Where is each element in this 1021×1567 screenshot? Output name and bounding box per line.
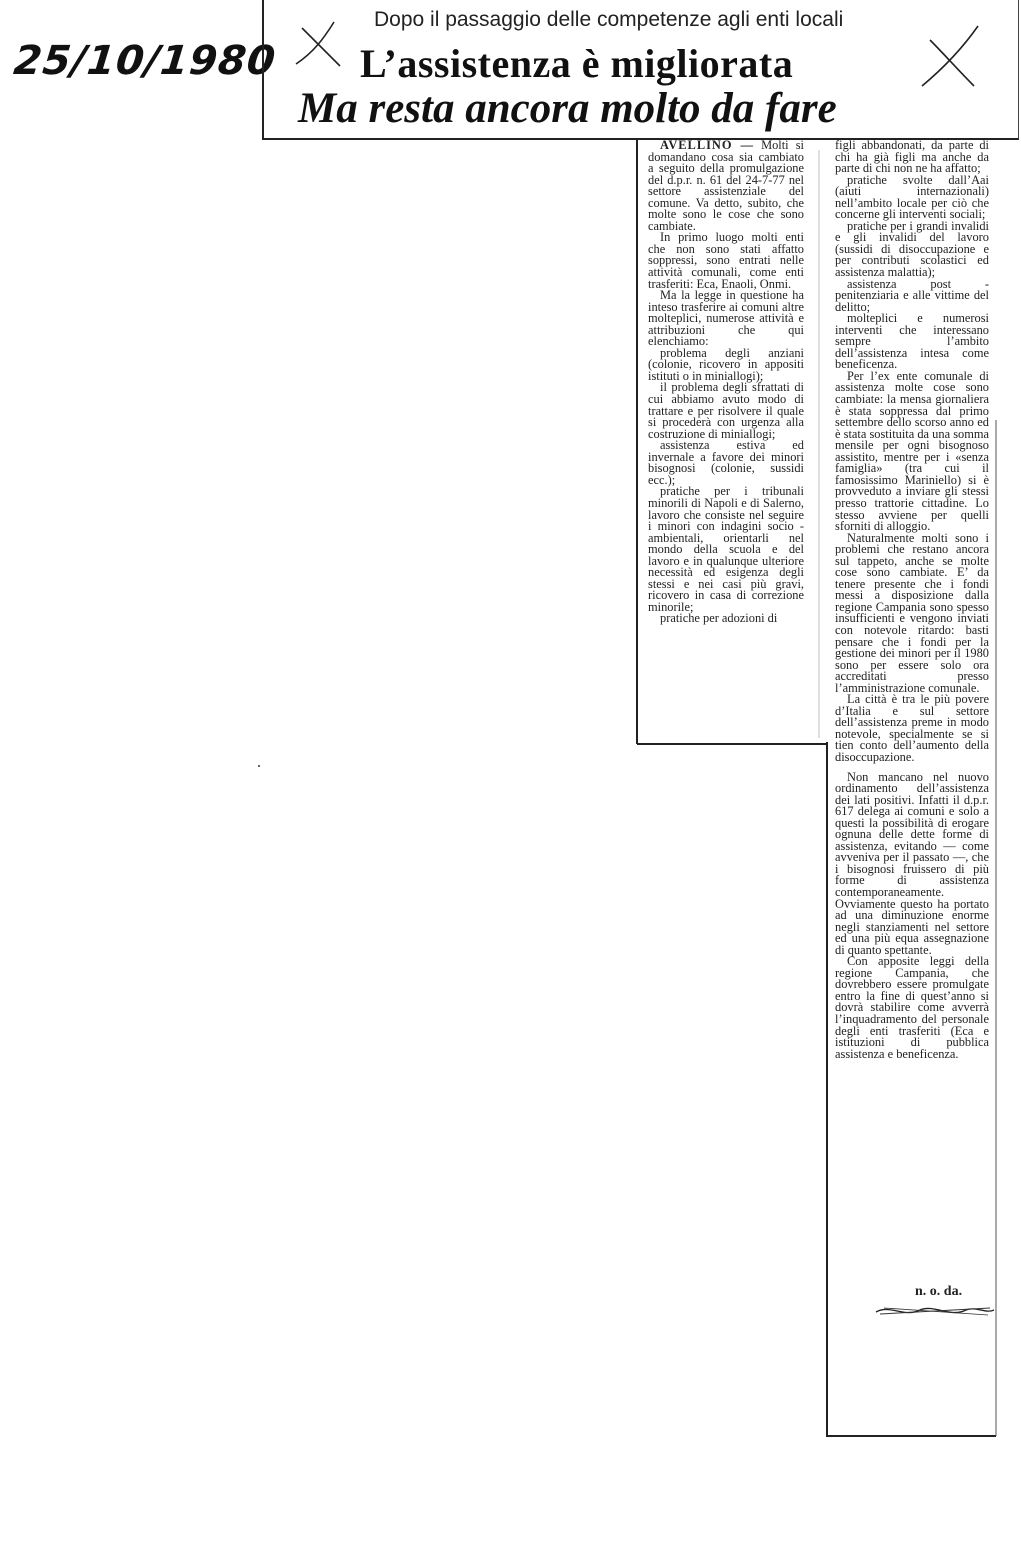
paragraph: pratiche per i grandi invalidi e gli invalidi del lavoro (sussidi di disoccupazione e per contributi scolastici ed assistenza malattia); [835, 218, 989, 280]
paragraph: pratiche svolte dall’Aai (aiuti internazionali) nell’ambito locale per ciò che concerne gli interventi sociali; [835, 172, 989, 222]
byline-initials: n. o. da. [915, 1284, 963, 1299]
paragraph: Non mancano nel nuovo ordinamento dell’assistenza dei lati positivi. Infatti il d.p.r. 617 delega ai comuni e solo a questi la possibilità di erogare ognuna delle dette forme di assistenza, evitando — come avveniva per il passato —, che i bisognosi fruissero di più forme di assistenza contemporaneamente. Ovviamente questo ha portato ad una diminuzione enorme negli stanziamenti nel settore ed una più equa assegnazione di quanto spettante. [835, 769, 989, 957]
signature-rule [870, 1300, 998, 1322]
paragraph: assistenza estiva ed invernale a favore dei minori bisognosi (colonie, sussidi ecc.); [648, 438, 804, 487]
paragraph-text: Molti si domandano cosa sia cambiato a seguito della promulgazione del d.p.r. n. 61 del 24-7-77 nel settore assistenziale del comune. Va detto, subito, che molte sono le cose che sono cambiate. [648, 138, 804, 233]
paragraph: Per l’ex ente comunale di assistenza molte cose sono cambiate: la mensa giornaliera è stata soppressa dal primo settembre dello scorso anno ed è stata sostituita da una somma mensile per ogni bisognoso assistito, mentre per i «senza famiglia» (tra cui il famosissimo Mariniello) si è provveduto a inviare gli stessi presso trattorie cittadine. Lo stesso avviene per quelli sforniti di alloggio. [835, 368, 989, 534]
subheadline: Ma resta ancora molto da fare [298, 85, 837, 132]
article-column-2 [835, 140, 989, 1060]
paragraph: Naturalmente molti sono i problemi che restano ancora sul tappeto, anche se molte cose sono cambiate. E’ da tenere presente che i fondi messi a disposizione dalla regione Campania sono spesso insufficienti e vengono inviati con notevole ritardo: basti pensare che i fondi per la gestione dei minori per il 1980 sono per essere solo ora accreditati presso l’amministrazione comunale. [835, 530, 989, 695]
date-stamp: 25/10/1980 [11, 38, 279, 84]
paragraph: La città è tra le più povere d’Italia e sul settore dell’assistenza preme in modo notevole, specialmente se si tien conto dell’aumento della disoccupazione. [835, 692, 989, 764]
paragraph: Con apposite leggi della regione Campania, che dovrebbero essere promulgate entro la fine di quest’anno si dovrà stabilire come avverrà l’inquadramento del personale degli enti trasferiti (Eca e istituzioni di pubblica assistenza e beneficenza. [835, 954, 989, 1061]
paragraph: figli abbandonati, da parte di chi ha già figli ma anche da parte di chi non ne ha affatto; [835, 138, 989, 176]
paragraph: In primo luogo molti enti che non sono stati affatto soppressi, sono entrati nelle attività comunali, come enti trasferiti: Eca, Enaoli, Onmi. [648, 230, 804, 291]
article-column-1 [648, 140, 804, 625]
paragraph: molteplici e numerosi interventi che interessano sempre l’ambito dell’assistenza intesa come beneficenza. [835, 311, 989, 372]
kicker: Dopo il passaggio delle competenze agli enti locali [374, 8, 844, 31]
paragraph: assistenza post - penitenziaria e alle vittime del delitto; [835, 276, 989, 314]
headline: L’assistenza è migliorata [360, 41, 794, 86]
paragraph: pratiche per adozioni di [660, 611, 778, 626]
paragraph: Ma la legge in questione ha inteso trasferire ai comuni altre molteplici, numerose attività e attribuzioni che qui elenchiamo: [648, 288, 804, 349]
speck [258, 765, 260, 767]
dateline: AVELLINO — [660, 138, 754, 152]
paragraph [648, 140, 804, 232]
paragraph: pratiche per i tribunali minorili di Napoli e di Salerno, lavoro che consiste nel seguire i minori con indagini socio - ambientali, orientarli nel mondo della scuola e del lavoro e in qualunque ulteriore necessità ed esigenza degli stessi e nei casi più gravi, ricovero in casa di correzione minorile; [648, 484, 804, 614]
paragraph: il problema degli sfrattati di cui abbiamo avuto modo di trattare e per risolvere il quale si procederà con urgenza alla costruzione di miniallogi; [648, 380, 804, 441]
paragraph: problema degli anziani (colonie, ricovero in appositi istituti o in miniallogi); [648, 345, 804, 383]
